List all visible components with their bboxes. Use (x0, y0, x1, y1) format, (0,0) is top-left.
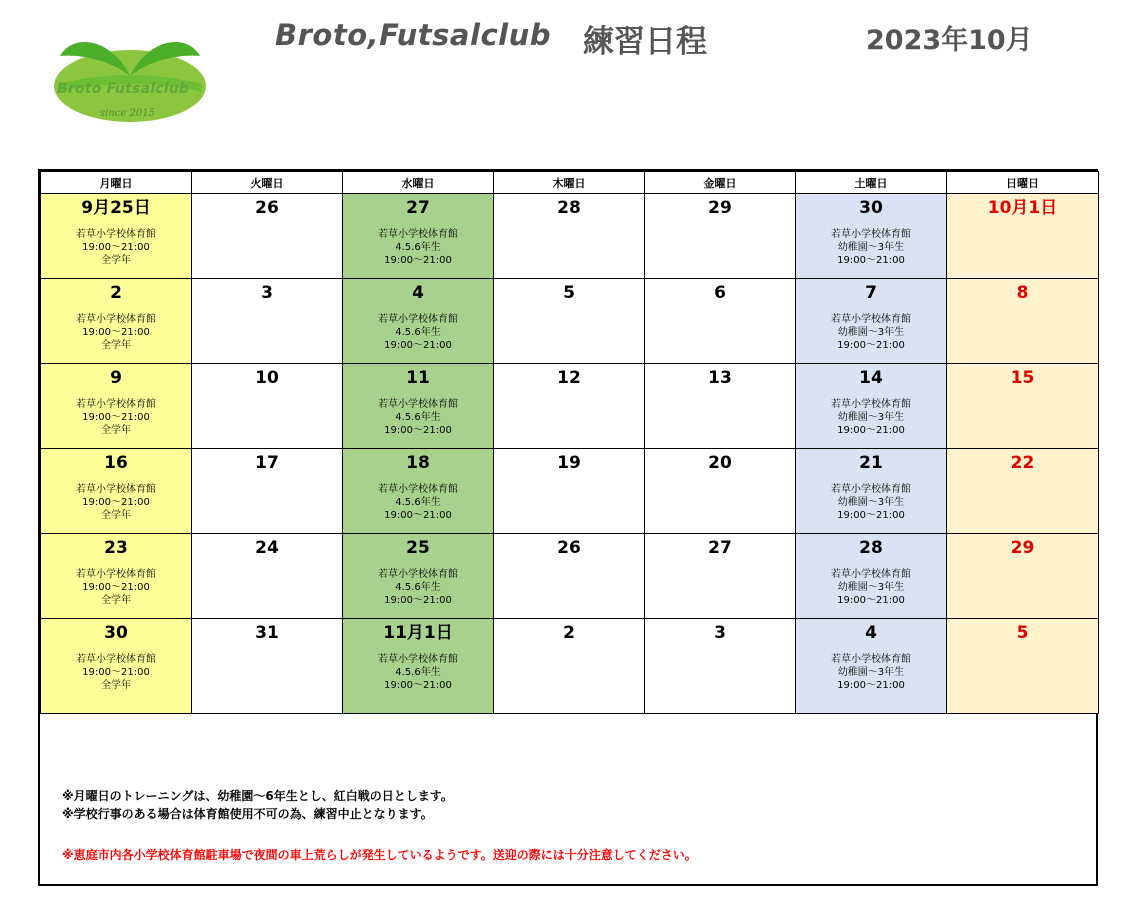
practice-info-line: 19:00～21:00 (837, 340, 905, 351)
practice-info-line: 19:00～21:00 (384, 595, 452, 606)
calendar-day-cell (796, 194, 947, 279)
calendar-day-cell (192, 534, 343, 619)
calendar-day-cell (645, 364, 796, 449)
practice-info (41, 483, 191, 522)
note-monday-training: ※月曜日のトレーニングは、幼稚園～6年生とし、紅白戦の日とします。 (62, 789, 453, 803)
month-title: 2023年10月 (866, 25, 1033, 56)
day-number: 16 (104, 453, 128, 473)
weekday-header: 日曜日 (947, 172, 1099, 194)
calendar-day-cell (796, 619, 947, 714)
practice-info-line: 若草小学校体育館 (378, 399, 458, 410)
calendar-day-cell (947, 279, 1099, 364)
day-number: 17 (255, 453, 279, 473)
practice-info-line: 若草小学校体育館 (76, 569, 156, 580)
calendar-day-cell (947, 449, 1099, 534)
calendar-week-row (41, 364, 1099, 449)
day-number: 26 (557, 538, 581, 558)
weekday-header: 木曜日 (494, 172, 645, 194)
practice-info-line: 19:00～21:00 (384, 340, 452, 351)
practice-info (796, 483, 946, 522)
practice-info-line: 4.5.6年生 (395, 327, 441, 338)
calendar-day-cell (343, 194, 494, 279)
practice-info-line: 19:00～21:00 (384, 425, 452, 436)
practice-info (41, 568, 191, 607)
practice-info-line: 4.5.6年生 (395, 497, 441, 508)
practice-info-line: 幼稚園～3年生 (837, 242, 905, 253)
practice-info (796, 398, 946, 437)
practice-info-line: 幼稚園～3年生 (837, 497, 905, 508)
day-number: 11月1日 (383, 623, 453, 643)
practice-info (796, 568, 946, 607)
weekday-header: 月曜日 (41, 172, 192, 194)
practice-info-line: 4.5.6年生 (395, 582, 441, 593)
practice-info-line: 幼稚園～3年生 (837, 667, 905, 678)
day-number: 24 (255, 538, 279, 558)
practice-info-line: 若草小学校体育館 (76, 484, 156, 495)
practice-info-line: 若草小学校体育館 (831, 229, 911, 240)
day-number: 6 (714, 283, 726, 303)
calendar-week-row (41, 279, 1099, 364)
practice-info-line: 幼稚園～3年生 (837, 412, 905, 423)
practice-info-line: 19:00～21:00 (82, 327, 150, 338)
day-number: 5 (563, 283, 575, 303)
calendar-day-cell (343, 619, 494, 714)
day-number: 15 (1010, 368, 1035, 388)
practice-info (41, 228, 191, 267)
logo-since: since 2015 (100, 108, 155, 119)
calendar-week-row (41, 194, 1099, 279)
calendar-day-cell (494, 449, 645, 534)
day-number: 21 (859, 453, 883, 473)
day-number: 10 (255, 368, 279, 388)
day-number: 8 (1016, 283, 1029, 303)
practice-info-line: 若草小学校体育館 (378, 229, 458, 240)
practice-info-line: 全学年 (101, 510, 131, 521)
practice-info (343, 568, 493, 607)
practice-info (343, 483, 493, 522)
day-number: 20 (708, 453, 732, 473)
calendar-day-cell (41, 534, 192, 619)
day-number: 9月25日 (81, 198, 151, 218)
practice-info-line: 4.5.6年生 (395, 412, 441, 423)
practice-info-line: 19:00～21:00 (837, 595, 905, 606)
calendar-day-cell (645, 619, 796, 714)
practice-info-line: 全学年 (101, 680, 131, 691)
calendar-day-cell (494, 194, 645, 279)
calendar-day-cell (343, 534, 494, 619)
practice-info (41, 313, 191, 352)
practice-info-line: 19:00～21:00 (82, 667, 150, 678)
calendar-day-cell (796, 534, 947, 619)
day-number: 22 (1010, 453, 1035, 473)
practice-info-line: 若草小学校体育館 (76, 654, 156, 665)
practice-info-line: 若草小学校体育館 (378, 314, 458, 325)
schedule-title: 練習日程 (583, 24, 707, 60)
calendar-day-cell (796, 449, 947, 534)
practice-info-line: 若草小学校体育館 (378, 484, 458, 495)
day-number: 19 (557, 453, 581, 473)
practice-info-line: 19:00～21:00 (837, 680, 905, 691)
day-number: 14 (859, 368, 883, 388)
day-number: 7 (865, 283, 877, 303)
day-number: 30 (859, 198, 883, 218)
note-school-events: ※学校行事のある場合は体育館使用不可の為、練習中止となります。 (62, 807, 433, 821)
practice-info (41, 653, 191, 692)
day-number: 28 (557, 198, 581, 218)
calendar-day-cell (192, 279, 343, 364)
day-number: 11 (406, 368, 430, 388)
day-number: 9 (110, 368, 122, 388)
weekday-header: 火曜日 (192, 172, 343, 194)
calendar-day-cell (41, 364, 192, 449)
practice-info (796, 653, 946, 692)
calendar-day-cell (343, 449, 494, 534)
practice-info-line: 19:00～21:00 (82, 582, 150, 593)
day-number: 25 (406, 538, 430, 558)
calendar-day-cell (343, 364, 494, 449)
practice-info (343, 653, 493, 692)
calendar-day-cell (947, 364, 1099, 449)
calendar-week-row (41, 534, 1099, 619)
day-number: 23 (104, 538, 128, 558)
day-number: 3 (261, 283, 273, 303)
practice-info-line: 若草小学校体育館 (831, 569, 911, 580)
calendar-week-row (41, 449, 1099, 534)
practice-info-line: 若草小学校体育館 (378, 654, 458, 665)
calendar-day-cell (41, 279, 192, 364)
day-number: 4 (865, 623, 877, 643)
day-number: 13 (708, 368, 732, 388)
calendar-day-cell (645, 534, 796, 619)
calendar-week-row (41, 619, 1099, 714)
day-number: 30 (104, 623, 128, 643)
practice-info-line: 全学年 (101, 340, 131, 351)
calendar-day-cell (494, 619, 645, 714)
practice-info-line: 若草小学校体育館 (76, 399, 156, 410)
calendar-day-cell (192, 449, 343, 534)
day-number: 27 (406, 198, 430, 218)
weekday-header: 水曜日 (343, 172, 494, 194)
practice-info-line: 若草小学校体育館 (378, 569, 458, 580)
practice-info-line: 若草小学校体育館 (831, 399, 911, 410)
club-title: Broto,Futsalclub (275, 18, 551, 52)
weekday-header: 金曜日 (645, 172, 796, 194)
practice-info-line: 全学年 (101, 255, 131, 266)
practice-info-line: 19:00～21:00 (384, 510, 452, 521)
practice-info (343, 398, 493, 437)
practice-info-line: 幼稚園～3年生 (837, 327, 905, 338)
day-number: 31 (255, 623, 279, 643)
calendar-day-cell (494, 534, 645, 619)
practice-info-line: 4.5.6年生 (395, 242, 441, 253)
practice-info-line: 19:00～21:00 (837, 255, 905, 266)
practice-info-line: 19:00～21:00 (837, 425, 905, 436)
day-number: 26 (255, 198, 279, 218)
practice-info-line: 4.5.6年生 (395, 667, 441, 678)
day-number: 2 (563, 623, 575, 643)
practice-info-line: 19:00～21:00 (82, 497, 150, 508)
practice-info-line: 19:00～21:00 (384, 255, 452, 266)
calendar-day-cell (192, 194, 343, 279)
practice-info (343, 228, 493, 267)
practice-info-line: 若草小学校体育館 (831, 314, 911, 325)
day-number: 27 (708, 538, 732, 558)
calendar-day-cell (192, 619, 343, 714)
calendar-day-cell (645, 449, 796, 534)
practice-info (796, 313, 946, 352)
day-number: 28 (859, 538, 883, 558)
calendar-day-cell (796, 364, 947, 449)
calendar-day-cell (947, 619, 1099, 714)
practice-info-line: 19:00～21:00 (384, 680, 452, 691)
day-number: 29 (1010, 538, 1035, 558)
day-number: 18 (406, 453, 430, 473)
calendar-day-cell (343, 279, 494, 364)
logo-text: Broto Futsalclub (57, 81, 190, 97)
calendar-day-cell (41, 619, 192, 714)
day-number: 5 (1016, 623, 1029, 643)
calendar-day-cell (41, 449, 192, 534)
practice-info-line: 19:00～21:00 (82, 242, 150, 253)
calendar-day-cell (494, 279, 645, 364)
weekday-header-row (41, 172, 1099, 194)
note-parking-warning: ※恵庭市内各小学校体育館駐車場で夜間の車上荒らしが発生しているようです。送迎の際には十分注意してください。 (62, 848, 697, 862)
calendar-day-cell (494, 364, 645, 449)
calendar-day-cell (41, 194, 192, 279)
calendar-table (40, 171, 1099, 714)
practice-info-line: 若草小学校体育館 (831, 484, 911, 495)
calendar-day-cell (192, 364, 343, 449)
day-number: 3 (714, 623, 726, 643)
practice-info-line: 19:00～21:00 (837, 510, 905, 521)
practice-info-line: 若草小学校体育館 (76, 229, 156, 240)
calendar-day-cell (645, 279, 796, 364)
weekday-header: 土曜日 (796, 172, 947, 194)
practice-info-line: 若草小学校体育館 (831, 654, 911, 665)
day-number: 4 (412, 283, 424, 303)
day-number: 10月1日 (987, 198, 1058, 218)
practice-info-line: 全学年 (101, 595, 131, 606)
day-number: 29 (708, 198, 732, 218)
practice-info-line: 19:00～21:00 (82, 412, 150, 423)
practice-info-line: 若草小学校体育館 (76, 314, 156, 325)
practice-info (41, 398, 191, 437)
day-number: 12 (557, 368, 581, 388)
calendar-day-cell (947, 534, 1099, 619)
day-number: 2 (110, 283, 122, 303)
practice-info-line: 幼稚園～3年生 (837, 582, 905, 593)
calendar-day-cell (796, 279, 947, 364)
calendar-day-cell (947, 194, 1099, 279)
calendar-day-cell (645, 194, 796, 279)
practice-info (343, 313, 493, 352)
practice-info (796, 228, 946, 267)
practice-info-line: 全学年 (101, 425, 131, 436)
